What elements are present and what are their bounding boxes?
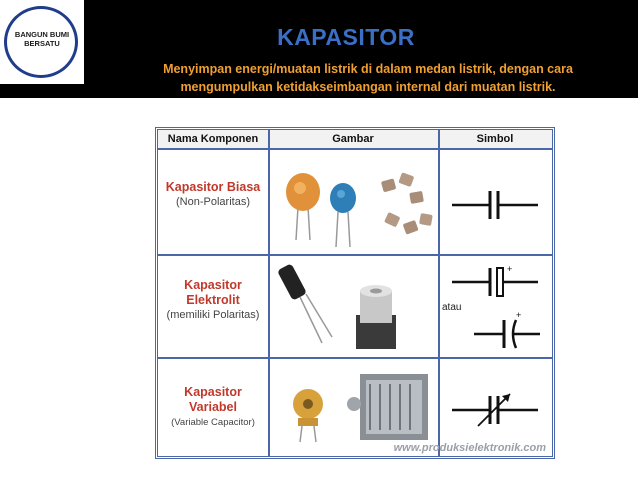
column-header-image: Gambar <box>268 130 438 150</box>
row-name-variabel: Kapasitor Variabel (Variable Capacitor) <box>171 385 255 428</box>
slide-subtitle: Menyimpan energi/muatan listrik di dalam medan listrik, dengan cara mengumpulkan ketidakseimbangan internal dari muatan listrik. <box>163 62 573 94</box>
polarized-capacitor-alt-symbol-icon <box>472 310 542 354</box>
plus-sign: + <box>516 310 522 320</box>
ceramic-capacitor-image <box>270 152 436 252</box>
divider <box>158 254 552 256</box>
divider <box>158 357 552 359</box>
plus-sign: + <box>507 264 513 274</box>
variable-capacitor-symbol-icon <box>442 388 550 432</box>
capacitor-table <box>155 127 555 459</box>
logo-text: BANGUN BUMI BERSATU <box>14 30 70 48</box>
watermark-text: www.produksielektronik.com <box>393 442 546 454</box>
header-bar <box>0 0 638 98</box>
electrolytic-capacitor-image <box>270 257 436 355</box>
row-name-elektrolit: Kapasitor Elektrolit (memiliki Polaritas) <box>166 278 260 321</box>
row-name-biasa: Kapasitor Biasa (Non-Polaritas) <box>165 180 261 208</box>
polarized-capacitor-symbol-icon <box>442 260 550 300</box>
capacitor-symbol-icon <box>442 185 550 225</box>
logo-box <box>0 0 84 84</box>
column-header-symbol: Simbol <box>438 130 552 150</box>
column-header-name: Nama Komponen <box>158 130 268 150</box>
divider <box>438 130 440 456</box>
slide-title: KAPASITOR <box>277 24 415 50</box>
atau-label: atau <box>442 302 462 313</box>
